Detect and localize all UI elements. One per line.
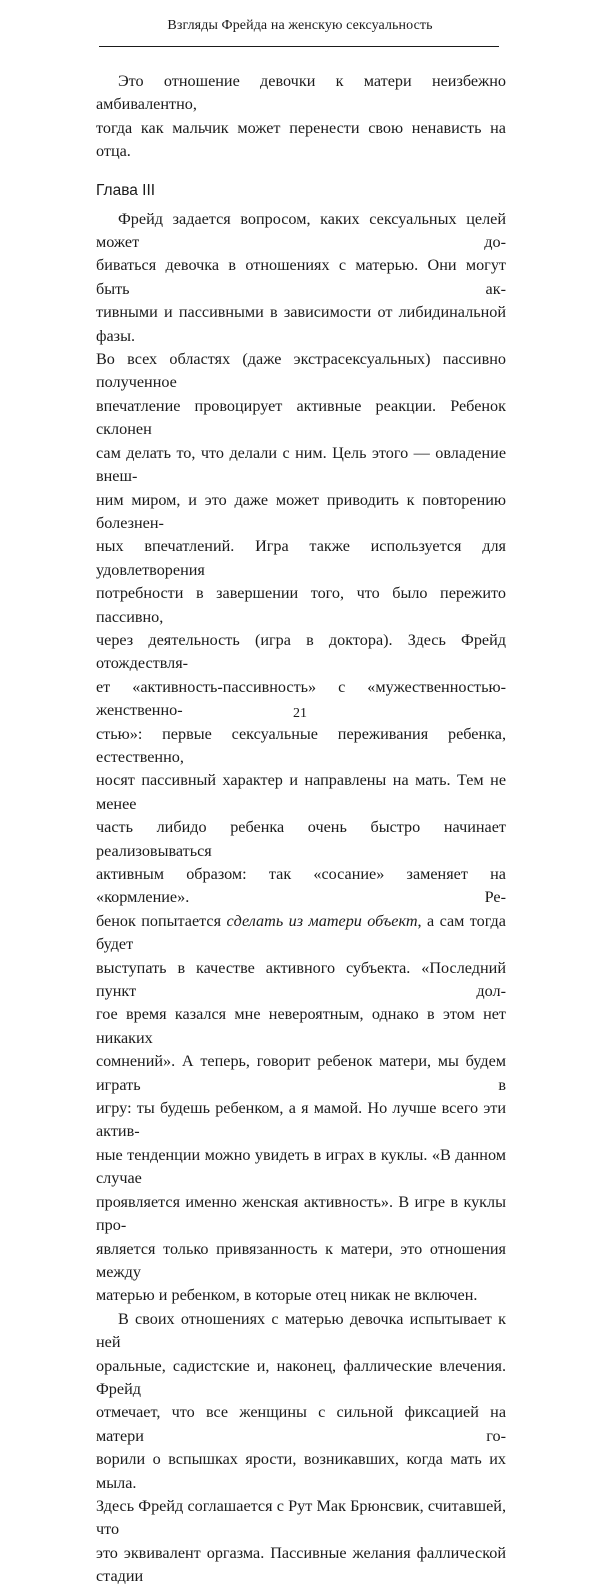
text-line: впечатление провоцирует активные реакции. Ребенок склонен [96, 396, 506, 439]
text-line: Во всех областях (даже экстрасексуальных) пассивно полученное [96, 350, 506, 392]
text-line: тивными и пассивными в зависимости от либидинальной фазы. [96, 303, 506, 345]
italic-emphasis: сделать из матери объект [226, 911, 418, 930]
text-line: ет «активность-пассивность» с «мужественностью-женственно- [96, 677, 506, 720]
text-line: ных впечатлений. Игра также используется для удовлетворения [96, 537, 506, 579]
text-line: тогда как мальчик может перенести свою ненависть на отца. [96, 118, 506, 161]
paragraph-2 [96, 208, 506, 1308]
text-line: отмечает, что все женщины с сильной фиксацией на матери го- [96, 1403, 506, 1445]
text-line: матерью и ребенком, в которые отец никак не включен. [96, 1286, 478, 1305]
page-number: 21 [293, 706, 307, 721]
text-line: проявляется именно женская активность». В игре в куклы про- [96, 1192, 506, 1235]
text-line: носят пассивный характер и направлены на мать. Тем не менее [96, 771, 506, 813]
text-line: через деятельность (игра в доктора). Здесь Фрейд отождествля- [96, 630, 506, 673]
text-line: стью»: первые сексуальные переживания ребенка, естественно, [96, 724, 506, 766]
text-line: ним миром, и это даже может приводить к повторению болезнен- [96, 490, 506, 532]
running-head: Взгляды Фрейда на женскую сексуальность [167, 18, 433, 33]
paragraph-3 [96, 1308, 506, 1589]
text-line: часть либидо ребенка очень быстро начинает реализовываться [96, 818, 506, 860]
text-line-with-italic: бенок попытается сделать из матери объект, а сам тогда будет [96, 911, 506, 954]
body-text [96, 70, 506, 1589]
text-line: гое время казался мне невероятным, однако в этом нет никаких [96, 1005, 506, 1047]
header-rule [99, 46, 499, 47]
text-line: Это отношение девочки к матери неизбежно амбивалентно, [96, 72, 506, 114]
text-line: выступать в качестве активного субъекта. «Последний пункт дол- [96, 958, 506, 1001]
text-line: активным образом: так «сосание» заменяет на «кормление». Ре- [96, 865, 506, 907]
text-line: Фрейд задается вопросом, каких сексуальных целей может до- [96, 209, 506, 252]
text-line: потребности в завершении того, что было пережито пассивно, [96, 584, 506, 626]
text-line: это эквивалент оргазма. Пассивные желания фаллической стадии [96, 1543, 506, 1586]
text-line: является только привязанность к матери, это отношения между [96, 1239, 506, 1281]
paragraph-1 [96, 70, 506, 164]
chapter-heading: Глава III [96, 181, 156, 199]
text-line: игру: ты будешь ребенком, а я мамой. Но лучше всего эти актив- [96, 1099, 506, 1141]
text-line: сомнений». А теперь, говорит ребенок матери, мы будем играть в [96, 1052, 506, 1094]
text-line: Здесь Фрейд соглашается с Рут Мак Брюнсвик, считавшей, что [96, 1496, 506, 1539]
text-line: ные тенденции можно увидеть в играх в куклы. «В данном случае [96, 1145, 506, 1188]
text-line: ворили о вспышках ярости, возникавших, когда мать их мыла. [96, 1450, 506, 1492]
text-line: сам делать то, что делали с ним. Цель этого — овладение внеш- [96, 443, 506, 486]
text-line: В своих отношениях с матерью девочка испытывает к ней [96, 1309, 506, 1352]
text-line: оральные, садистские и, наконец, фаллические влечения. Фрейд [96, 1356, 506, 1398]
text-line: биваться девочка в отношениях с матерью. Они могут быть ак- [96, 256, 506, 298]
